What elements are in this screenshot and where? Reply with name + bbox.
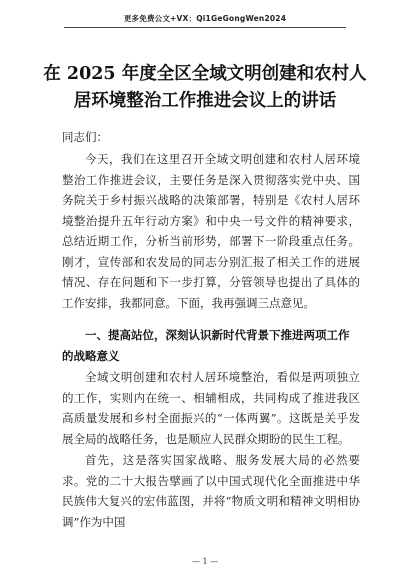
- paragraph-3: 首先，这是落实国家战略、服务发展大局的必然要求。党的二十大报告擘画了以中国式现代化全面推进中华民族伟大复兴的宏伟蓝图，并将“物质文明和精神文明相协调”作为中国: [62, 453, 360, 529]
- salutation: 同志们：: [62, 130, 108, 144]
- paragraph-intro: 今天，我们在这里召开全域文明创建和农村人居环境整治工作推进会议，主要任务是深入贯彻落实党中央、国务院关于乡村振兴战略的决策部署，特别是《农村人居环境整治提升五年行动方案》和中央一号文件的精神要求，总结近期工作，分析当前形势，部署下一阶段重点任务。刚才，宣传部和农发局的同志分别汇报了相关工作的进展情况、存在问题和下一步打算，分管领导也提出了具体的工作安排，我都同意。下面，我再强调三点意见。: [62, 152, 360, 310]
- paragraph-2: 全域文明创建和农村人居环境整治，看似是两项独立的工作，实则内在统一、相辅相成，共同构成了推进我区高质量发展和乡村全面振兴的“一体两翼”。这既是关乎发展全局的战略任务，也是顺应人民群众期盼的民生工程。: [62, 370, 360, 446]
- document-title: 在 2025 年度全区全域文明创建和农村人居环境整治工作推进会议上的讲话: [43, 64, 367, 111]
- header-note: 更多免费公文+VX：Qi1GeGongWen2024: [123, 14, 287, 23]
- section-heading-1: 一、提高站位，深刻认识新时代背景下推进两项工作的战略意义: [62, 328, 350, 363]
- header-rule: [64, 27, 346, 28]
- page-number: — 1 —: [191, 557, 219, 566]
